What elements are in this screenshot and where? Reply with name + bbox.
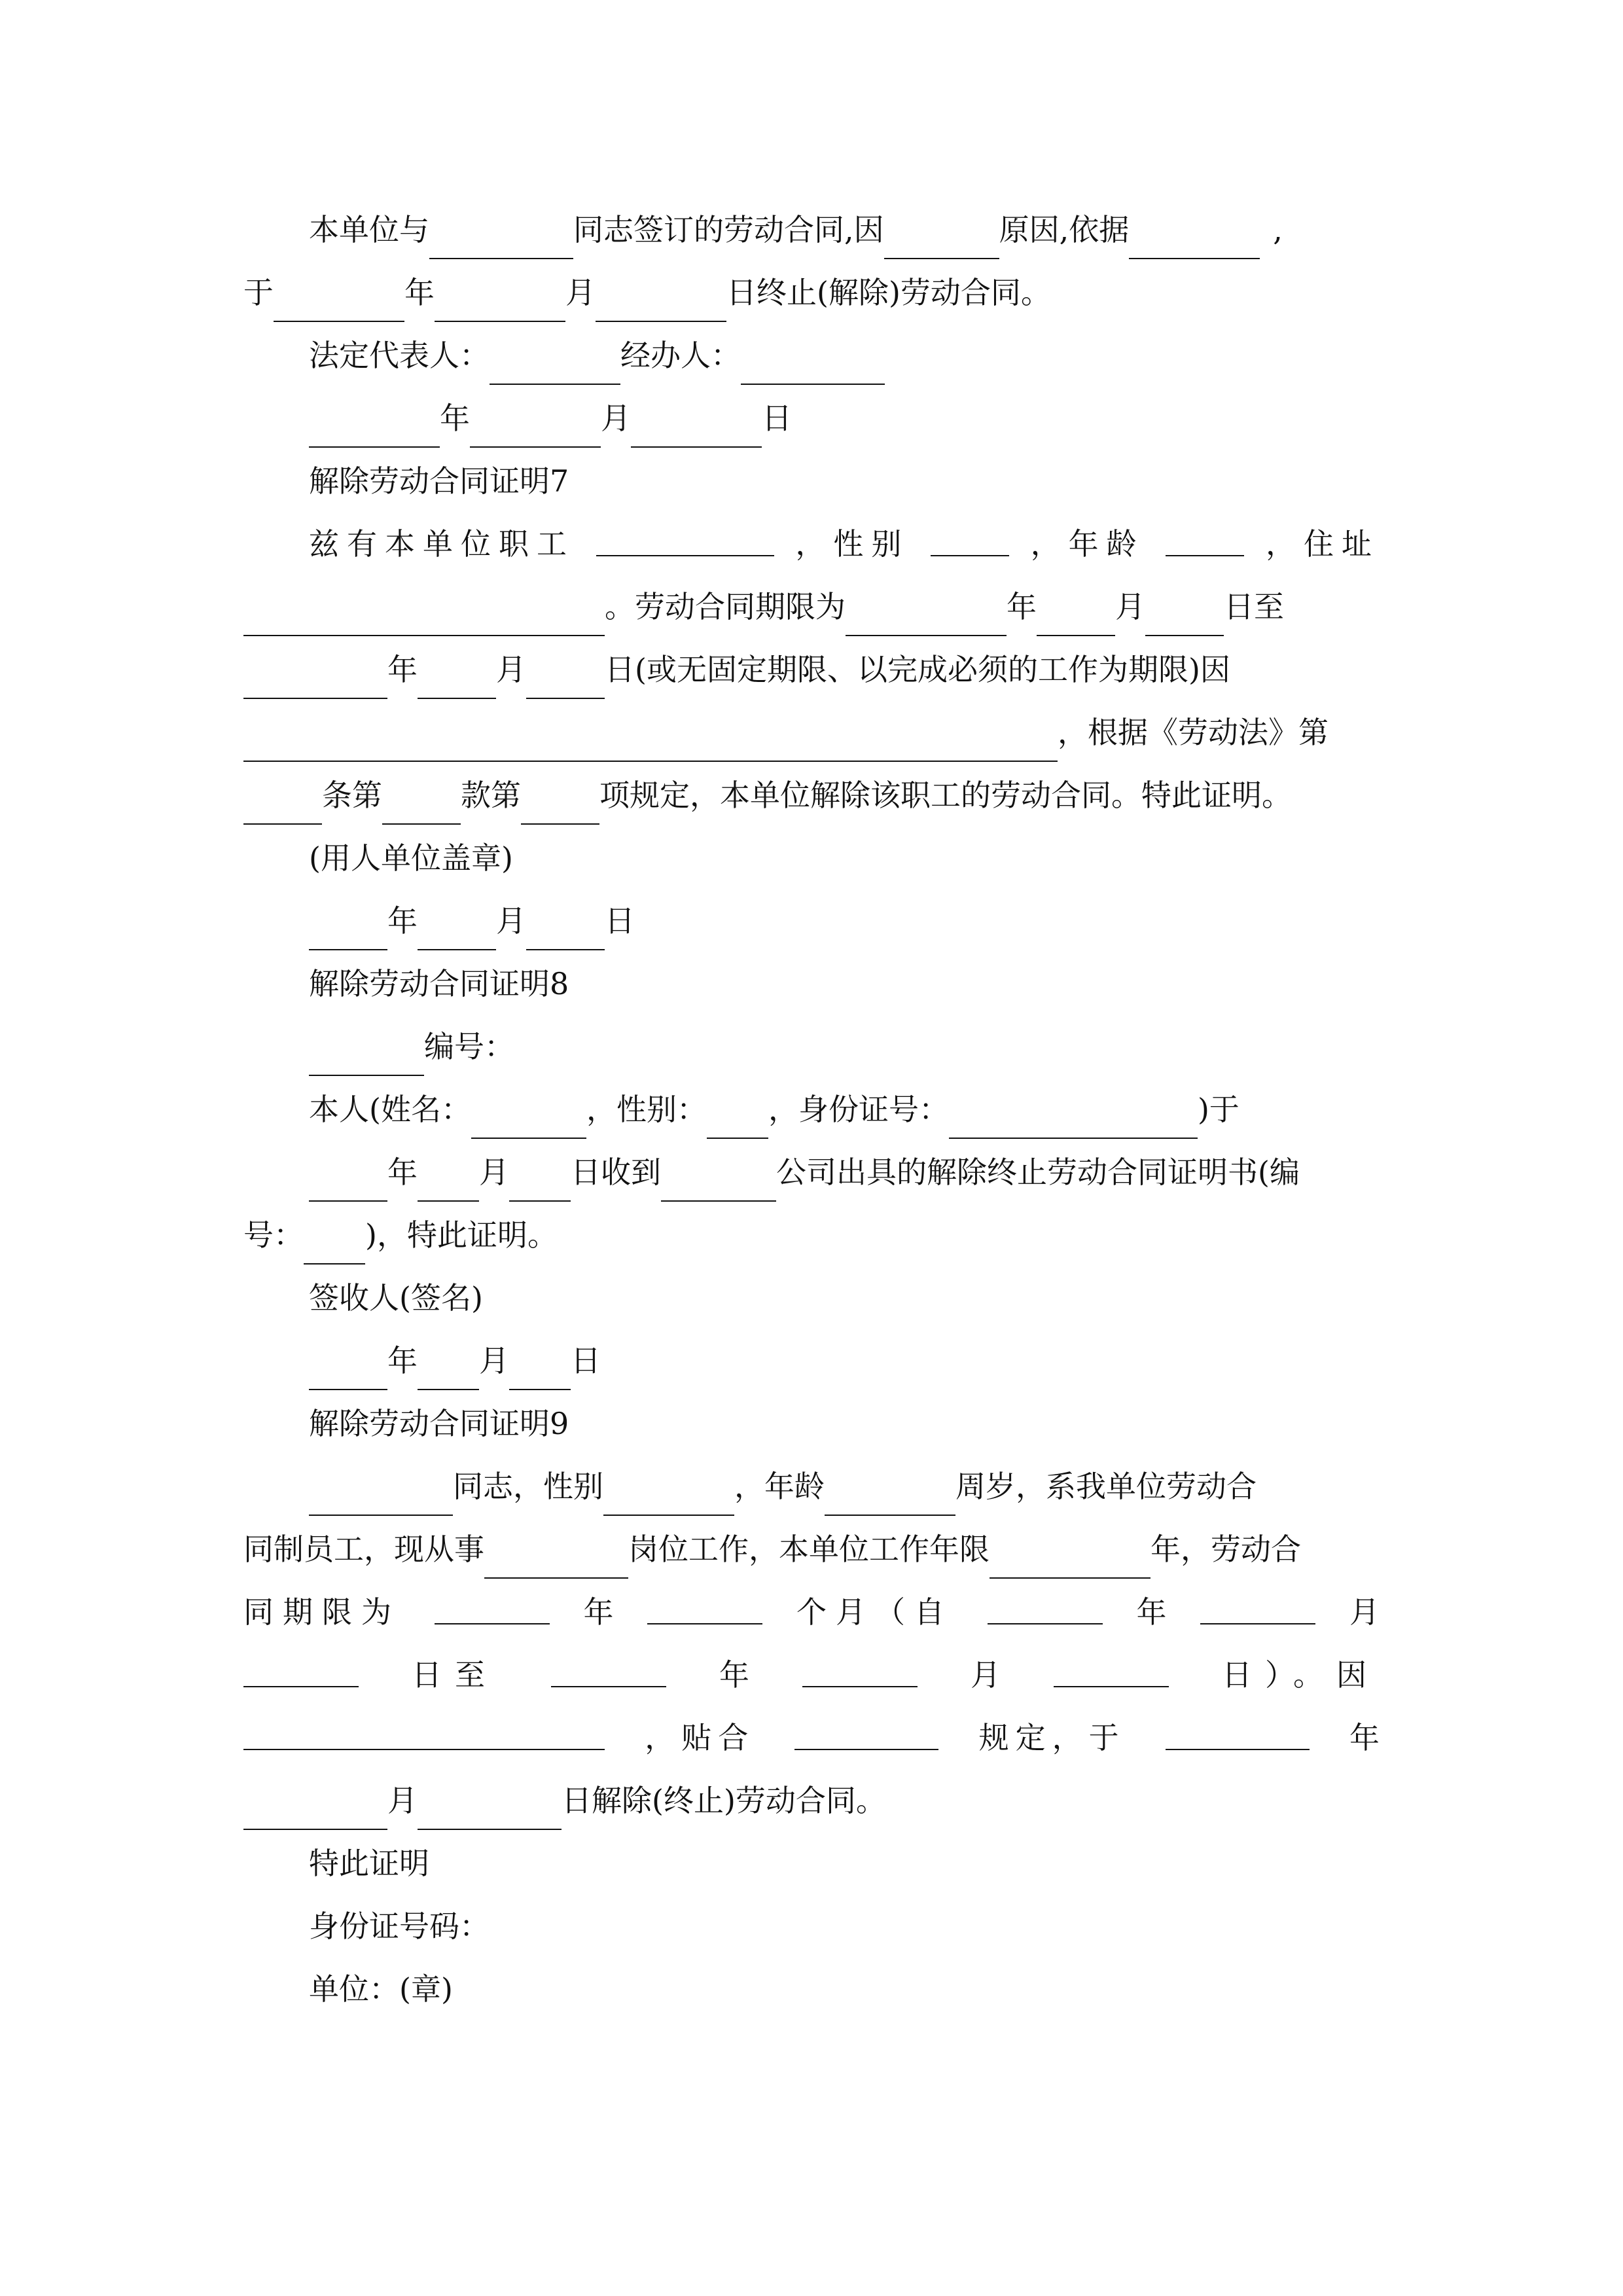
c7-seal: (用人单位盖章) (309, 840, 513, 876)
blank (418, 908, 496, 950)
c7-line4: ，根据《劳动法》第 (243, 703, 1380, 762)
blank (309, 908, 387, 950)
c7-line3: 年 月 日(或无固定期限、以完成必须的工作为期限)因 (243, 640, 1380, 699)
blank (990, 1537, 1150, 1579)
para1-line1: 本单位与 同志签订的劳动合同,因 原因,依据 , (309, 200, 1380, 259)
blank (596, 514, 774, 556)
blank (661, 1160, 776, 1202)
blank (802, 1645, 918, 1687)
c8-number-line: 编号： (309, 1017, 1380, 1076)
blank (309, 1034, 424, 1076)
blank (418, 1348, 479, 1390)
blank (309, 1160, 387, 1202)
blank (243, 1708, 605, 1750)
blank (304, 1223, 365, 1265)
blank (1054, 1645, 1169, 1687)
blank (243, 594, 605, 636)
c7-line2: 。劳动合同期限为 年 月 日至 (243, 577, 1380, 636)
signers-line: 法定代表人： 经办人： (309, 326, 1380, 385)
para1-line2: 于 年 月 日终止(解除)劳动合同。 (243, 263, 1380, 322)
blank (988, 1583, 1103, 1624)
blank (309, 1348, 387, 1390)
blank (418, 1788, 562, 1830)
c9-line1: 同志，性别 ，年龄 周岁，系我单位劳动合 (309, 1457, 1380, 1516)
blank (309, 406, 440, 448)
c9-line2: 同制员工，现从事 岗位工作，本单位工作年限 年，劳动合 (243, 1520, 1380, 1579)
blank (418, 657, 496, 699)
blank (243, 720, 1058, 762)
c9-certify: 特此证明 (309, 1846, 429, 1881)
c7-line5: 条第 款第 项规定，本单位解除该职工的劳动合同。特此证明。 (243, 766, 1380, 825)
c9-line5: ，贴合 规定，于 年 (243, 1708, 1380, 1767)
blank (1200, 1583, 1315, 1624)
blank (429, 217, 573, 259)
blank (1166, 1708, 1310, 1750)
certificate-7-title: 解除劳动合同证明7 (309, 463, 569, 499)
blank (526, 657, 605, 699)
c9-line4: 日至 年 月 日）。因 (243, 1645, 1380, 1704)
blank (846, 594, 1007, 636)
blank (931, 514, 1009, 556)
blank (596, 280, 726, 322)
blank (551, 1645, 666, 1687)
blank (382, 783, 461, 825)
date-line-2: 年 月 日 (309, 891, 1380, 950)
blank (526, 908, 605, 950)
blank (521, 783, 599, 825)
blank (471, 1097, 586, 1139)
c9-line6: 月 日解除(终止)劳动合同。 (243, 1771, 1380, 1830)
blank (1129, 217, 1260, 259)
blank (603, 1474, 734, 1516)
certificate-8-title: 解除劳动合同证明8 (309, 966, 569, 1001)
c9-line3: 同期限为 年 个月（自 年 月 (243, 1583, 1380, 1641)
blank (949, 1097, 1198, 1139)
blank (435, 1583, 550, 1624)
c8-signer: 签收人(签名) (309, 1280, 483, 1316)
certificate-9-title: 解除劳动合同证明9 (309, 1406, 569, 1441)
blank (631, 406, 762, 448)
blank (309, 1474, 453, 1516)
c8-line3: 号： )，特此证明。 (243, 1206, 1380, 1265)
blank (1145, 594, 1224, 636)
blank (243, 783, 322, 825)
blank (509, 1160, 571, 1202)
blank (484, 1537, 628, 1579)
c8-line1: 本人(姓名： ，性别： ，身份证号： )于 (309, 1080, 1380, 1139)
blank (418, 1160, 479, 1202)
blank (741, 343, 885, 385)
c7-line1: 兹有本单位职工 ，性别 ，年龄 ，住址 (309, 514, 1380, 573)
blank (243, 657, 387, 699)
blank (490, 343, 620, 385)
c8-line2: 年 月 日收到 公司出具的解除终止劳动合同证明书(编 (309, 1143, 1380, 1202)
date-line-1: 年 月 日 (309, 389, 1380, 448)
blank (707, 1097, 768, 1139)
blank (825, 1474, 955, 1516)
blank (243, 1788, 387, 1830)
blank (243, 1645, 359, 1687)
date-line-3: 年 月 日 (309, 1331, 1380, 1390)
blank (884, 217, 999, 259)
blank (1166, 514, 1244, 556)
c9-unit-label: 单位：(章) (309, 1971, 453, 2007)
blank (435, 280, 565, 322)
blank (794, 1708, 938, 1750)
blank (509, 1348, 571, 1390)
c9-id-label: 身份证号码： (309, 1909, 490, 1944)
blank (1037, 594, 1115, 636)
blank (647, 1583, 762, 1624)
blank (470, 406, 601, 448)
blank (274, 280, 404, 322)
